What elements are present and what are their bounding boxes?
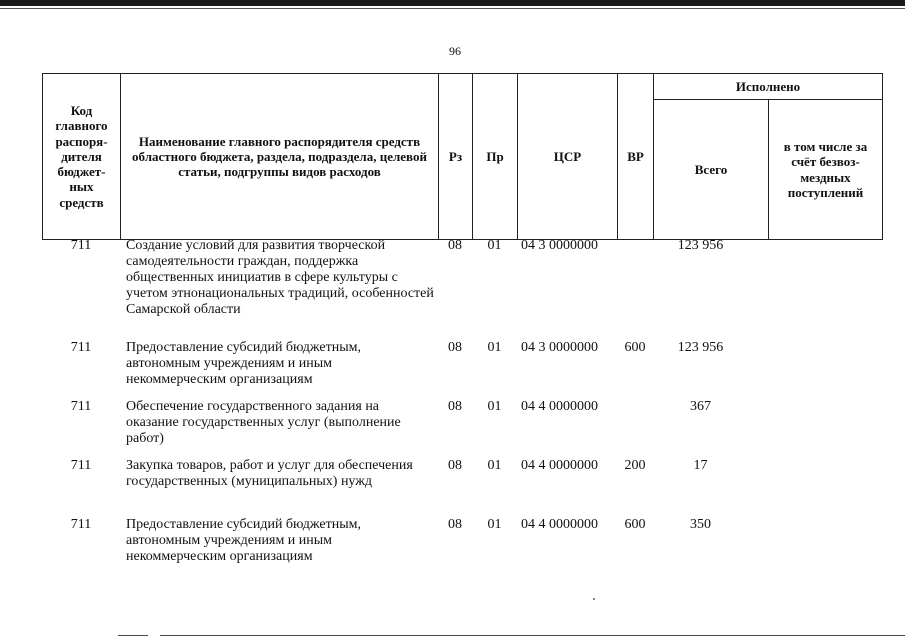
row-total: 17	[693, 458, 708, 473]
scan-bottom-line	[118, 635, 148, 636]
page-number: 96	[449, 44, 461, 58]
table-row	[42, 399, 882, 458]
table-header	[42, 73, 883, 240]
row-csr: 04 4 0000000	[521, 458, 598, 473]
header-name: Наименование главного распорядителя средств областного бюджета, раздела, подраздела, целевой статьи, подгруппы видов расходов	[121, 74, 439, 240]
row-rz: 08	[448, 340, 462, 355]
row-incl	[768, 399, 882, 458]
row-name: Предоставление субсидий бюджетным, автономным учреждениям и иным некоммерческим организациям	[126, 340, 362, 387]
row-incl	[768, 517, 882, 573]
scan-top-line	[0, 8, 905, 9]
header-incl: в том числе за счёт безвоз-мездных поступлений	[769, 100, 883, 240]
row-name: Предоставление субсидий бюджетным, автономным учреждениям и иным некоммерческим организациям	[126, 517, 362, 564]
row-incl	[768, 340, 882, 399]
row-rz: 08	[448, 458, 462, 473]
row-name: Создание условий для развития творческой самодеятельности граждан, поддержка общественных инициатив в сфере культуры с учетом этнонациональных традиций, особенностей Самарской области	[126, 238, 434, 317]
table-row	[42, 517, 882, 573]
row-vr: 200	[624, 458, 646, 473]
row-total: 123 956	[677, 238, 724, 253]
header-rz: Рз	[439, 74, 473, 240]
row-pr: 01	[487, 340, 502, 355]
row-csr: 04 4 0000000	[521, 517, 598, 532]
row-total: 350	[690, 517, 711, 532]
scan-speck	[593, 598, 595, 600]
row-code: 711	[70, 399, 92, 414]
header-pr: Пр	[473, 74, 518, 240]
row-csr: 04 3 0000000	[521, 340, 598, 355]
header-csr: ЦСР	[518, 74, 618, 240]
row-rz: 08	[448, 517, 462, 532]
row-pr: 01	[487, 399, 502, 414]
row-total: 367	[690, 399, 711, 414]
row-rz: 08	[448, 238, 462, 253]
table-row	[42, 238, 882, 340]
row-name: Закупка товаров, работ и услуг для обеспечения государственных (муниципальных) нужд	[126, 458, 413, 489]
row-code: 711	[70, 238, 92, 253]
header-executed: Исполнено	[654, 74, 883, 100]
row-vr	[617, 238, 653, 340]
row-vr	[617, 399, 653, 458]
row-total: 123 956	[677, 340, 724, 355]
row-pr: 01	[487, 238, 502, 253]
header-code: Код главного распоря-дителя бюджет-ных средств	[43, 74, 121, 240]
row-csr: 04 4 0000000	[521, 399, 598, 414]
scan-top-border	[0, 0, 905, 6]
row-csr: 04 3 0000000	[521, 238, 598, 253]
scan-bottom-line	[160, 635, 905, 636]
row-pr: 01	[487, 458, 502, 473]
table-row	[42, 458, 882, 517]
row-vr: 600	[624, 340, 646, 355]
header-vr: ВР	[618, 74, 654, 240]
row-code: 711	[70, 340, 92, 355]
row-incl	[768, 458, 882, 517]
header-total: Всего	[654, 100, 769, 240]
row-rz: 08	[448, 399, 462, 414]
table-row	[42, 340, 882, 399]
budget-table	[42, 238, 882, 573]
row-pr: 01	[487, 517, 502, 532]
row-code: 711	[70, 517, 92, 532]
row-name: Обеспечение государственного задания на оказание государственных услуг (выполнение работ)	[126, 399, 401, 446]
row-vr: 600	[624, 517, 646, 532]
row-code: 711	[70, 458, 92, 473]
row-incl	[768, 238, 882, 340]
